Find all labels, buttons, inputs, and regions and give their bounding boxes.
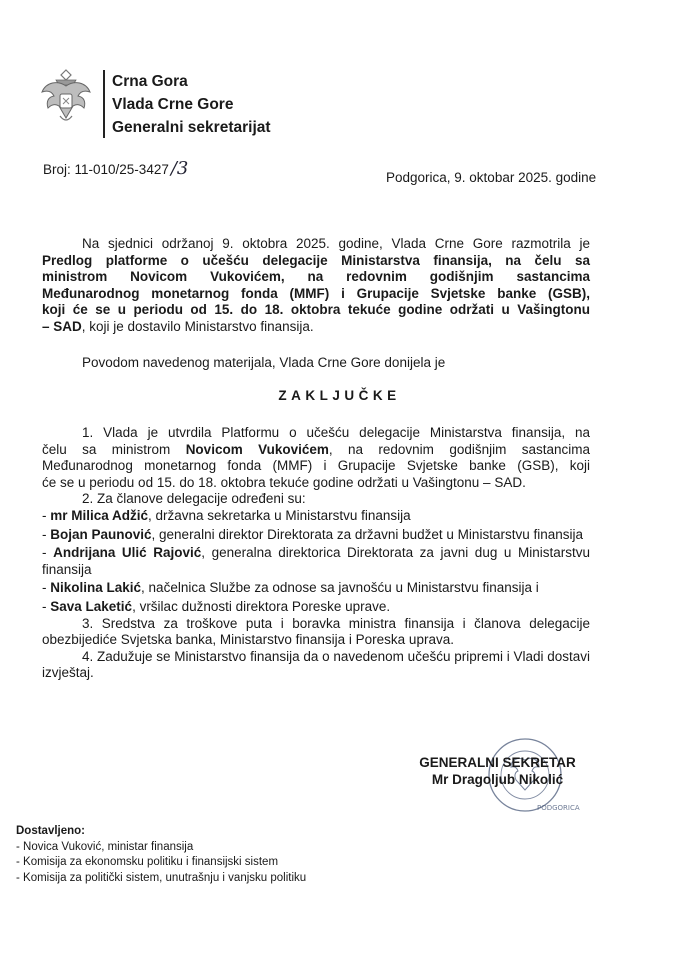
member-dash: - <box>42 580 51 596</box>
text-run: , na redovnim godišnjim sastancima <box>328 441 591 457</box>
issuing-organization <box>112 70 271 139</box>
minister-name: Novicom Vukovićem <box>185 441 329 457</box>
distribution-item: - Novica Vuković, ministar finansija <box>16 840 194 853</box>
intro-line: ministrom Novicom Vukovićem, na redovnim godišnjim sastancima <box>42 269 590 285</box>
delegation-member <box>42 580 590 597</box>
intro-paragraph <box>42 236 590 336</box>
member-name: Andrijana Ulić Rajović <box>53 545 202 561</box>
signatory-name: Mr Dragoljub Nikolić <box>431 772 564 787</box>
member-dash: - <box>42 545 54 561</box>
org-line-3: Generalni sekretarijat <box>112 119 271 136</box>
member-role: , vršilac dužnosti direktora Poreske uprave. <box>132 598 391 614</box>
signature-block <box>400 754 595 788</box>
delegation-member <box>42 508 590 525</box>
org-line-1: Crna Gora <box>112 73 188 90</box>
decision-lead: Povodom navedenog materijala, Vlada Crne Gore donijela je <box>82 355 446 370</box>
member-role: , državna sekretarka u Ministarstvu finansija <box>148 507 411 523</box>
member-role: , generalna direktorica Direktorata za javni dug u Ministarstvu finansija <box>42 545 590 577</box>
member-name: mr Milica Adžić <box>50 507 149 523</box>
reference-number-text: Broj: 11-010/25-3427 <box>43 162 169 177</box>
intro-line: koji će se u periodu od 15. do 18. oktobra tekuće godine održati u Vašingtonu <box>42 302 590 318</box>
distribution-item: - Komisija za ekonomsku politiku i finansijski sistem <box>16 856 279 868</box>
delegation-member <box>42 545 590 578</box>
header-divider <box>103 70 105 138</box>
conclusions-heading: ZAKLJUČKE <box>278 388 401 403</box>
handwritten-suffix: /3 <box>170 158 189 179</box>
conclusion-1-line: će se u periodu od 15. do 18. oktobra tekuće godine održati u Vašingtonu – SAD. <box>42 474 526 490</box>
signatory-title: GENERALNI SEKRETAR <box>419 755 576 770</box>
place-date: Podgorica, 9. oktobar 2025. godine <box>386 170 597 185</box>
member-dash: - <box>42 526 51 542</box>
intro-line: Predlog platforme o učešću delegacije Ministarstva finansija, na čelu sa <box>42 252 590 268</box>
distribution-list <box>16 824 306 886</box>
svg-text:PODGORICA: PODGORICA <box>537 804 580 812</box>
conclusion-1-line: Međunarodnog monetarnog fonda (MMF) i Grupacije Svjetske banke (GSB), koji <box>42 458 590 474</box>
conclusion-3: 3. Sredstva za troškove puta i boravka ministra finansija i članova delegacije obezbijediće Svjetska banka, Ministarstvo finansija i Poreska uprava. <box>42 615 590 648</box>
member-role: , generalni direktor Direktorata za državni budžet u Ministarstvu finansija <box>151 526 583 542</box>
member-role: , načelnica Službe za odnose sa javnošću u Ministarstvu finansija i <box>141 580 539 596</box>
delegation-member <box>42 527 590 544</box>
distribution-item: - Komisija za politički sistem, unutrašnju i vanjsku politiku <box>16 871 307 884</box>
org-line-2: Vlada Crne Gore <box>112 96 234 113</box>
text-run: čelu sa ministrom <box>42 441 186 457</box>
member-name: Bojan Paunović <box>50 526 152 542</box>
conclusion-4: 4. Zadužuje se Ministarstvo finansija da o navedenom učešću pripremi i Vladi dostavi izvještaj. <box>42 648 591 681</box>
member-dash: - <box>42 598 51 614</box>
member-name: Sava Laketić <box>50 598 133 614</box>
conclusion-1-line <box>42 442 590 459</box>
intro-last-line <box>42 319 590 336</box>
intro-location: – SAD <box>42 318 82 334</box>
conclusion-1-line: 1. Vlada je utvrdila Platformu o učešću delegacije Ministarstva finansija, na <box>82 425 590 440</box>
intro-line: Na sjednici održanoj 9. oktobra 2025. godine, Vlada Crne Gore razmotrila je <box>82 236 590 251</box>
reference-number <box>43 158 188 179</box>
intro-source: , koji je dostavilo Ministarstvo finansija. <box>81 318 314 334</box>
distribution-heading: Dostavljeno: <box>16 825 86 837</box>
member-dash: - <box>42 507 51 523</box>
conclusion-2: 2. Za članove delegacije određeni su: <box>82 491 306 507</box>
delegation-member <box>42 599 590 616</box>
intro-line: Međunarodnog monetarnog fonda (MMF) i Grupacije Svjetske banke (GSB), <box>42 285 590 301</box>
member-name: Nikolina Lakić <box>50 580 142 596</box>
coat-of-arms-icon <box>38 66 94 126</box>
conclusions <box>42 425 590 682</box>
